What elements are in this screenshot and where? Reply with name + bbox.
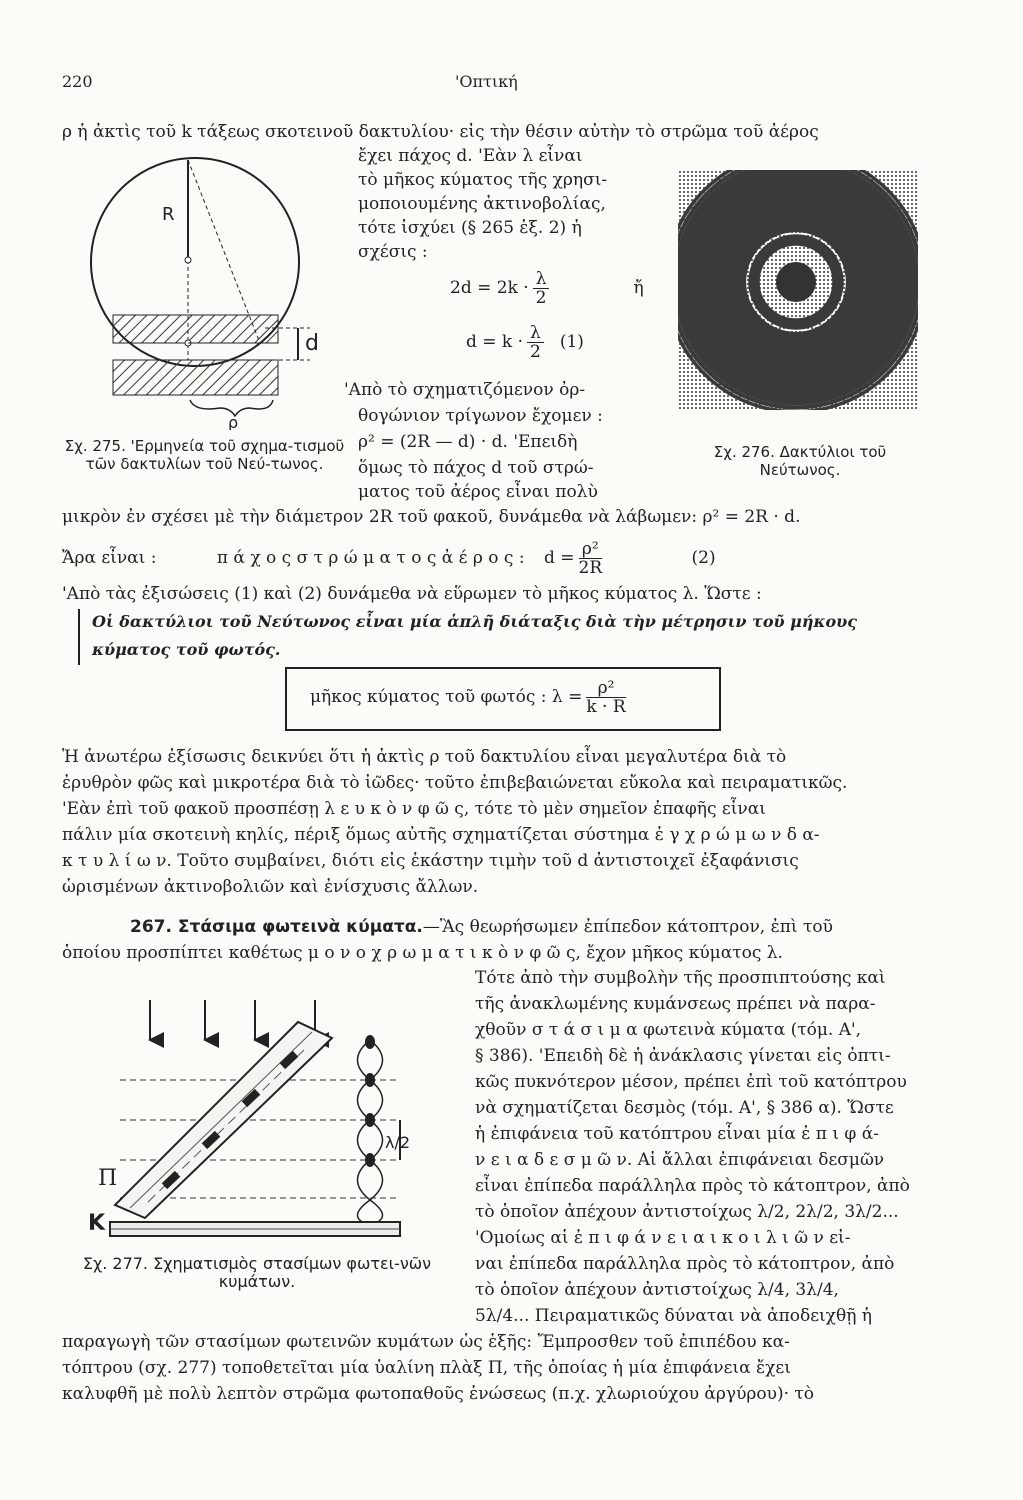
text-line: 'Απὸ τὰς ἐξισώσεις (1) καὶ (2) δυνάμεθα νὰ εὕρωμεν τὸ μῆκος κύματος λ. Ὥστε : bbox=[62, 584, 762, 604]
text-line: ἡ ἐπιφάνεια τοῦ κατόπτρου εἶναι μία ἐ π ι φ ά- bbox=[475, 1124, 879, 1144]
fig-277-diagram bbox=[70, 980, 410, 1240]
text-line: 'Ομοίως αἱ ἐ π ι φ ά ν ε ι α ι κ ο ι λ ι ῶ ν εἰ- bbox=[475, 1228, 851, 1248]
text-line: πάλιν μία σκοτεινὴ κηλίς, πέριξ ὅμως αὐτῆς σχηματίζεται σύστημα ἐ γ χ ρ ώ μ ω ν δ α- bbox=[62, 825, 820, 845]
emphasis-line: Οἱ δακτύλιοι τοῦ Νεύτωνος εἶναι μία ἁπλῆ διάταξις διὰ τὴν μέτρησιν τοῦ μήκους bbox=[92, 612, 858, 631]
text-line: κ τ υ λ ί ω ν. Τοῦτο συμβαίνει, διότι εἰς ἑκάστην τιμὴν τοῦ d ἀντιστοιχεῖ ἐξαφάνισις bbox=[62, 851, 799, 871]
fig275-label-r: R bbox=[162, 204, 175, 225]
text-line: κῶς πυκνότερον μέσον, πρέπει ἐπὶ τοῦ κατόπτρου bbox=[475, 1072, 907, 1092]
text-line: χθοῦν σ τ ά σ ι μ α φωτεινὰ κύματα (τόμ. Α', bbox=[475, 1020, 862, 1040]
text-line: ρ ἡ ἀκτὶς τοῦ k τάξεως σκοτεινοῦ δακτυλίου· εἰς τὴν θέσιν αὐτὴν τὸ στρῶμα τοῦ ἀέρος bbox=[62, 122, 819, 142]
boxed-formula: μῆκος κύματος τοῦ φωτός : λ = $\frac{\text{ρ²}}{k \cdot R}$ bbox=[310, 678, 626, 717]
text-line: τόπτρου (σχ. 277) τοποθετεῖται μία ὑαλίνη πλὰξ Π, τῆς ὁποίας ἡ μία ἐπιφάνεια ἔχει bbox=[62, 1358, 791, 1378]
text-line: ναι ἐπίπεδα παράλληλα πρὸς τὸ κάτοπτρον, ἀπὸ bbox=[475, 1254, 895, 1274]
text-line: ματος τοῦ ἀέρος εἶναι πολὺ bbox=[358, 482, 598, 502]
text-line: 'Εὰν ἐπὶ τοῦ φακοῦ προσπέσῃ λ ε υ κ ὸ ν φ ῶ ς, τότε τὸ μὲν σημεῖον ἐπαφῆς εἶναι bbox=[62, 799, 766, 819]
text-line: παραγωγὴ τῶν στασίμων φωτεινῶν κυμάτων ὡς ἑξῆς: Ἔμπροσθεν τοῦ ἐπιπέδου κα- bbox=[62, 1332, 790, 1352]
text-line: καλυφθῆ μὲ πολὺ λεπτὸν στρῶμα φωτοπαθοῦς ἑνώσεως (π.χ. χλωριούχου ἀργύρου)· τὸ bbox=[62, 1384, 815, 1404]
text-line: ὅμως τὸ πάχος d τοῦ στρώ- bbox=[358, 458, 594, 478]
text-line: μοποιουμένης ἀκτινοβολίας, bbox=[358, 194, 606, 214]
text-line: ὁποίου προσπίπτει καθέτως μ ο ν ο χ ρ ω μ α τ ι κ ὸ ν φ ῶ ς, ἔχον μῆκος κύματος λ. bbox=[62, 943, 783, 963]
text-line: τὸ ὁποῖον ἀπέχουν ἀντιστοίχως λ/4, 3λ/4, bbox=[475, 1280, 839, 1300]
text-line: τότε ἰσχύει (§ 265 ἑξ. 2) ἡ bbox=[358, 218, 582, 238]
text-line: Τότε ἀπὸ τὴν συμβολὴν τῆς προσπιπτούσης καὶ bbox=[475, 968, 886, 988]
fig277-label-k: Κ bbox=[88, 1211, 106, 1236]
text-line: 'Απὸ τὸ σχηματιζόμενον ὀρ- bbox=[344, 380, 586, 400]
text-line: θογώνιον τρίγωνον ἔχομεν : bbox=[358, 406, 603, 426]
fig-277-caption: Σχ. 277. Σχηματισμὸς στασίμων φωτει-νῶν κυμάτων. bbox=[82, 1254, 432, 1291]
equation-2: d = k · $\frac{\lambda}{2}$ (1) bbox=[466, 323, 584, 362]
text-line: § 386). 'Επειδὴ δὲ ἡ ἀνάκλασις γίνεται εἰς ὀπτι- bbox=[475, 1046, 891, 1066]
equation-1: 2d = 2k · $\frac{\lambda}{2}$ ἤ bbox=[450, 269, 644, 308]
text-line: ἐρυθρὸν φῶς καὶ μικροτέρα διὰ τὸ ἰῶδες· τοῦτο ἐπιβεβαιώνεται εὔκολα καὶ πειραματικῶς. bbox=[62, 773, 848, 793]
text-line: Ἡ ἀνωτέρω ἐξίσωσις δεικνύει ὅτι ἡ ἀκτὶς ρ τοῦ δακτυλίου εἶναι μεγαλυτέρα διὰ τὸ bbox=[62, 747, 787, 767]
page-number: 220 bbox=[62, 72, 93, 91]
text-line: νὰ σχηματίζεται δεσμὸς (τόμ. Α', § 386 α). Ὥστε bbox=[475, 1098, 894, 1118]
text-line: ὡρισμένων ἀκτινοβολιῶν καὶ ἐνίσχυσις ἄλλων. bbox=[62, 877, 479, 897]
text-line: εἶναι ἐπίπεδα παράλληλα πρὸς τὸ κάτοπτρον, ἀπὸ bbox=[475, 1176, 910, 1196]
section-267-first-line: 267. Στάσιμα φωτεινὰ κύματα.—Ἂς θεωρήσωμεν ἐπίπεδον κάτοπτρον, ἐπὶ τοῦ bbox=[130, 917, 833, 937]
running-title: 'Οπτική bbox=[455, 72, 518, 91]
text-line: σχέσις : bbox=[358, 242, 428, 262]
fig275-label-rho: ρ bbox=[228, 413, 239, 430]
fig-276-caption: Σχ. 276. Δακτύλιοι τοῦ Νεύτωνος. bbox=[713, 443, 887, 479]
text-line: τῆς ἀνακλωμένης κυμάνσεως πρέπει νὰ παρα- bbox=[475, 994, 876, 1014]
section-heading: 267. Στάσιμα φωτεινὰ κύματα. bbox=[130, 917, 423, 937]
fig275-label-d: d bbox=[305, 331, 319, 356]
fig277-label-p: Π bbox=[98, 1166, 118, 1191]
fig277-label-lambda: λ/2 bbox=[384, 1133, 410, 1152]
fig-275-diagram bbox=[85, 150, 345, 430]
text-line: τὸ ὁποῖον ἀπέχουν ἀντιστοίχως λ/2, 2λ/2, 3λ/2... bbox=[475, 1202, 899, 1222]
text-line: μικρὸν ἐν σχέσει μὲ τὴν διάμετρον 2R τοῦ φακοῦ, δυνάμεθα νὰ λάβωμεν: ρ² = 2R · d. bbox=[62, 507, 801, 527]
text-line: 5λ/4... Πειραματικῶς δύναται νὰ ἀποδειχθῇ ἡ bbox=[475, 1306, 872, 1326]
emphasis-line: κύματος τοῦ φωτός. bbox=[92, 640, 281, 659]
text-line: ρ² = (2R — d) · d. 'Επειδὴ bbox=[358, 432, 578, 452]
fig-275-caption: Σχ. 275. 'Ερμηνεία τοῦ σχημα-τισμοῦ τῶν δακτυλίων τοῦ Νεύ-τωνος. bbox=[64, 437, 345, 473]
fig-276-newton-rings bbox=[678, 170, 918, 410]
equation-3: Ἄρα εἶναι : π ά χ ο ς σ τ ρ ώ μ α τ ο ς ἀ έ ρ ο ς : d = $\frac{\text{ρ²}}{2R}$ (2) bbox=[62, 539, 716, 578]
margin-rule bbox=[78, 609, 80, 665]
text-line: τὸ μῆκος κύματος τῆς χρησι- bbox=[358, 170, 608, 190]
text-line: ἔχει πάχος d. 'Εὰν λ εἶναι bbox=[358, 146, 583, 166]
text-line: ν ε ι α δ ε σ μ ῶ ν. Αἱ ἄλλαι ἐπιφάνειαι δεσμῶν bbox=[475, 1150, 885, 1170]
